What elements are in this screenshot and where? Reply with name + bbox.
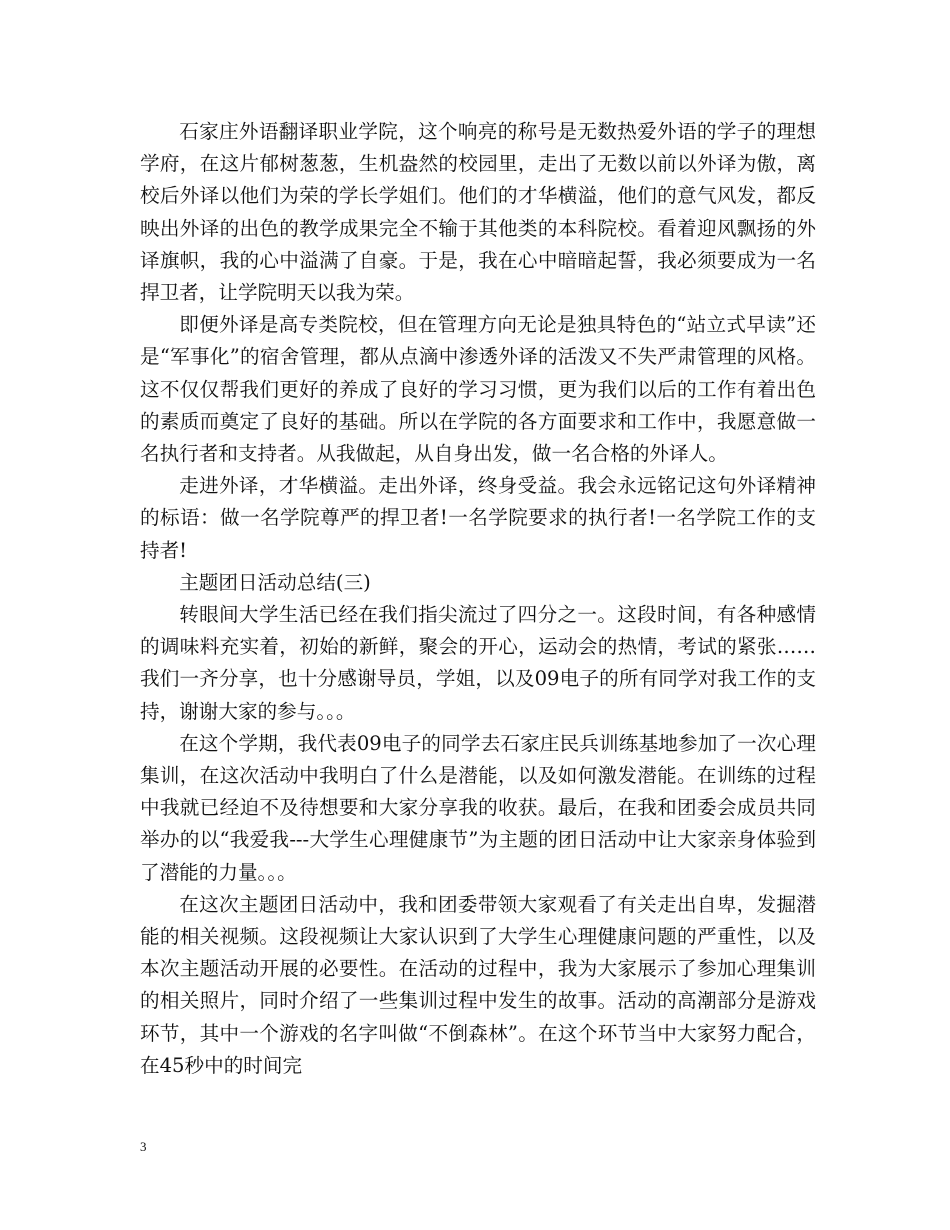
page-number: 3 bbox=[140, 1139, 147, 1154]
section-heading: 主题团日活动总结(三) bbox=[179, 570, 371, 594]
paragraph-activity: 在这次主题团日活动中，我和团委带领大家观看了有关走出自卑，发掘潜能的相关视频。这段视频让大家认识到了大学生心理健康问题的严重性，以及本次主题活动开展的必要性。在活动的过程中，我为大家展示了参加心理集训的相关照片，同时介绍了一些集训过程中发生的故事。活动的高潮部分是游戏环节，其中一个游戏的名字叫做“不倒森林”。在这个环节当中大家努力配合，在45秒中的时间完 bbox=[140, 892, 816, 1077]
paragraph-management: 即便外译是高专类院校，但在管理方向无论是独具特色的“站立式早读”还是“军事化”的宿舍管理，都从点滴中渗透外译的活泼又不失严肃管理的风格。这不仅仅帮我们更好的养成了良好的学习习惯，更为我们以后的工作有着出色的素质而奠定了良好的基础。所以在学院的各方面要求和工作中，我愿意做一名执行者和支持者。从我做起，从自身出发，做一名合格的外译人。 bbox=[140, 313, 816, 466]
paragraph-pride: 石家庄外语翻译职业学院，这个响亮的称号是无数热爱外语的学子的理想学府，在这片郁树葱葱，生机盎然的校园里，走出了无数以前以外译为傲，离校后外译以他们为荣的学长学姐们。他们的才华横溢，他们的意气风发，都反映出外译的出色的教学成果完全不输于其他类的本科院校。看着迎风飘扬的外译旗帜，我的心中溢满了自豪。于是，我在心中暗暗起誓，我必须要成为一名捍卫者，让学院明天以我为荣。 bbox=[140, 120, 816, 305]
paragraph-motto: 走进外译，才华横溢。走出外译，终身受益。我会永远铭记这句外译精神的标语：做一名学院尊严的捍卫者!一名学院要求的执行者!一名学院工作的支持者! bbox=[140, 474, 816, 562]
paragraph-intro: 转眼间大学生活已经在我们指尖流过了四分之一。这段时间，有各种感情的调味料充实着，初始的新鲜，聚会的开心，运动会的热情，考试的紧张……我们一齐分享，也十分感谢导员，学姐，以及09电子的所有同学对我工作的支持，谢谢大家的参与。。。 bbox=[140, 603, 816, 723]
paragraph-training: 在这个学期，我代表09电子的同学去石家庄民兵训练基地参加了一次心理集训，在这次活动中我明白了什么是潜能，以及如何激发潜能。在训练的过程中我就已经迫不及待想要和大家分享我的收获。最后，在我和团委会成员共同举办的以“我爱我---大学生心理健康节”为主题的团日活动中让大家亲身体验到了潜能的力量。。。 bbox=[140, 731, 816, 884]
document-body bbox=[140, 116, 816, 1082]
